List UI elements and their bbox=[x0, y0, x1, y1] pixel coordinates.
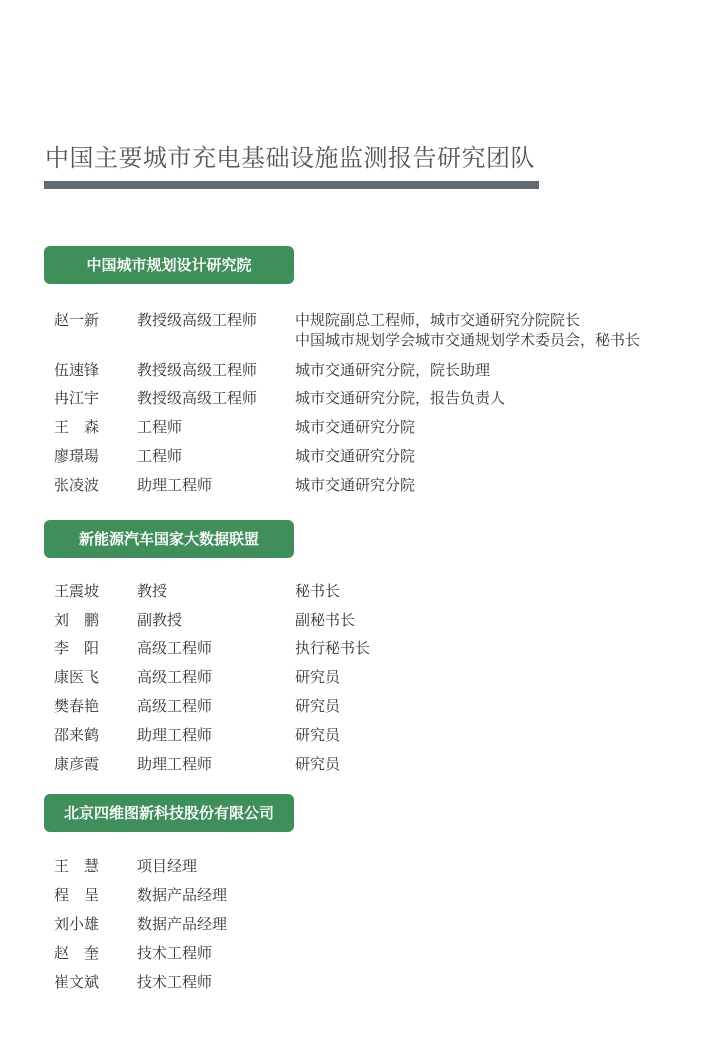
member-name: 张凌波 bbox=[54, 476, 100, 494]
member-name: 廖璟瑒 bbox=[54, 447, 100, 465]
member-name: 李 阳 bbox=[54, 639, 100, 657]
member-title: 工程师 bbox=[137, 447, 183, 465]
member-row bbox=[0, 754, 720, 783]
member-title: 项目经理 bbox=[137, 857, 198, 875]
member-name: 王震坡 bbox=[54, 582, 100, 600]
member-title: 助理工程师 bbox=[137, 726, 213, 744]
member-title: 助理工程师 bbox=[137, 755, 213, 773]
member-row bbox=[0, 581, 720, 610]
member-name: 赵 奎 bbox=[54, 944, 100, 962]
member-role: 秘书长 bbox=[295, 582, 341, 600]
member-role: 研究员 bbox=[295, 726, 341, 744]
org-badge-nev-alliance: 新能源汽车国家大数据联盟 bbox=[44, 520, 294, 558]
member-row bbox=[0, 310, 720, 349]
member-name: 冉江宇 bbox=[54, 389, 100, 407]
member-name: 刘小雄 bbox=[54, 915, 100, 933]
member-title: 数据产品经理 bbox=[137, 886, 228, 904]
member-role: 研究员 bbox=[295, 668, 341, 686]
member-name: 崔文斌 bbox=[54, 973, 100, 991]
org-badge-navinfo: 北京四维图新科技股份有限公司 bbox=[44, 794, 294, 832]
member-title: 助理工程师 bbox=[137, 476, 213, 494]
member-title: 教授级高级工程师 bbox=[137, 311, 258, 329]
member-title: 高级工程师 bbox=[137, 639, 213, 657]
member-title: 教授级高级工程师 bbox=[137, 389, 258, 407]
member-row bbox=[0, 943, 720, 972]
member-title: 技术工程师 bbox=[137, 944, 213, 962]
member-row bbox=[0, 885, 720, 914]
member-title: 副教授 bbox=[137, 611, 183, 629]
member-row bbox=[0, 610, 720, 639]
member-row bbox=[0, 856, 720, 885]
member-title: 高级工程师 bbox=[137, 668, 213, 686]
member-row bbox=[0, 972, 720, 1001]
member-title: 工程师 bbox=[137, 418, 183, 436]
member-row bbox=[0, 638, 720, 667]
member-role-secondary: 中国城市规划学会城市交通规划学术委员会，秘书长 bbox=[295, 331, 641, 349]
member-role: 研究员 bbox=[295, 755, 341, 773]
member-title: 教授 bbox=[137, 582, 168, 600]
member-name: 伍速锋 bbox=[54, 361, 100, 379]
member-name: 王 慧 bbox=[54, 857, 100, 875]
member-name: 王 森 bbox=[54, 418, 100, 436]
member-name: 程 呈 bbox=[54, 886, 100, 904]
page-title: 中国主要城市充电基础设施监测报告研究团队 bbox=[45, 144, 535, 172]
member-row bbox=[0, 475, 720, 504]
member-name: 康彦霞 bbox=[54, 755, 100, 773]
member-role: 城市交通研究分院，报告负责人 bbox=[295, 389, 506, 407]
member-name: 刘 鹏 bbox=[54, 611, 100, 629]
member-title: 高级工程师 bbox=[137, 697, 213, 715]
member-name: 邵来鹤 bbox=[54, 726, 100, 744]
member-role: 研究员 bbox=[295, 697, 341, 715]
member-row bbox=[0, 914, 720, 943]
member-name: 康医飞 bbox=[54, 668, 100, 686]
member-title: 技术工程师 bbox=[137, 973, 213, 991]
member-role: 城市交通研究分院 bbox=[295, 447, 416, 465]
member-role: 中规院副总工程师，城市交通研究分院院长 bbox=[295, 311, 581, 329]
member-role: 执行秘书长 bbox=[295, 639, 371, 657]
member-row bbox=[0, 360, 720, 389]
member-role: 城市交通研究分院 bbox=[295, 476, 416, 494]
title-underline bbox=[44, 181, 539, 189]
member-name: 赵一新 bbox=[54, 311, 100, 329]
member-role: 城市交通研究分院，院长助理 bbox=[295, 361, 491, 379]
member-row bbox=[0, 696, 720, 725]
member-title: 教授级高级工程师 bbox=[137, 361, 258, 379]
member-title: 数据产品经理 bbox=[137, 915, 228, 933]
org-badge-caupd: 中国城市规划设计研究院 bbox=[44, 246, 294, 284]
member-name: 樊春艳 bbox=[54, 697, 100, 715]
member-role: 城市交通研究分院 bbox=[295, 418, 416, 436]
member-row bbox=[0, 446, 720, 475]
member-row bbox=[0, 725, 720, 754]
member-row bbox=[0, 667, 720, 696]
member-role: 副秘书长 bbox=[295, 611, 356, 629]
member-row bbox=[0, 417, 720, 446]
member-row bbox=[0, 388, 720, 417]
